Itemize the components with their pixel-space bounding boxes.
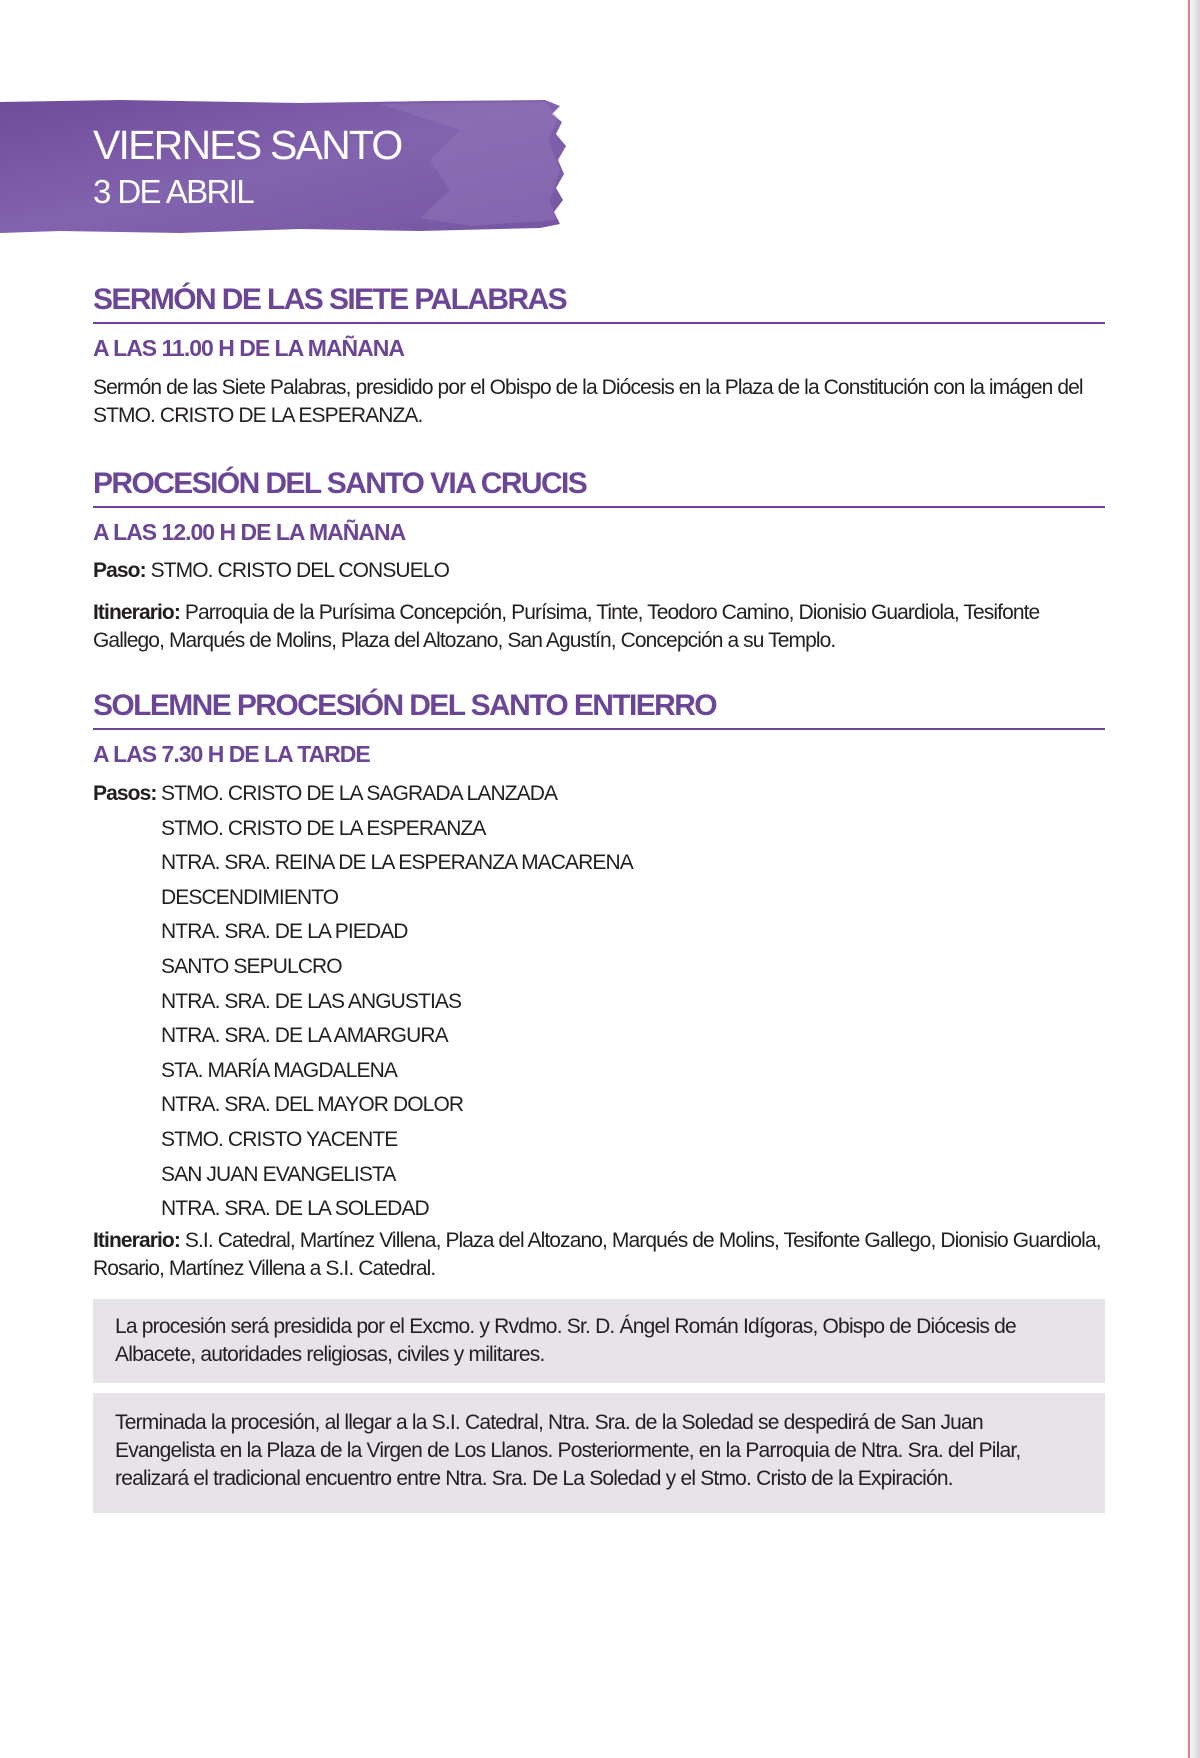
list-item: NTRA. SRA. DE LA PIEDAD bbox=[161, 920, 408, 944]
paso-value: STMO. CRISTO DEL CONSUELO bbox=[150, 559, 450, 582]
section-description: Sermón de las Siete Palabras, presidido por el Obispo de la Diócesis en la Plaza de la Constitución con la imágen del STMO. CRISTO DE LA ESPERANZA. bbox=[93, 376, 1083, 427]
header-date: 3 DE ABRIL bbox=[93, 173, 254, 210]
itinerario-label: Itinerario: bbox=[93, 1228, 180, 1252]
page-edge bbox=[1182, 0, 1200, 1758]
header-title: VIERNES SANTO bbox=[93, 122, 402, 168]
pasos-list bbox=[93, 777, 1105, 1227]
list-item: STA. MARÍA MAGDALENA bbox=[161, 1058, 397, 1082]
section-sermon bbox=[93, 278, 1105, 430]
list-item: NTRA. SRA. DE LA AMARGURA bbox=[161, 1024, 448, 1048]
section-santo-entierro bbox=[93, 684, 1105, 1513]
list-item: DESCENDIMIENTO bbox=[161, 885, 339, 909]
section-title: SOLEMNE PROCESIÓN DEL SANTO ENTIERRO bbox=[93, 684, 1105, 730]
section-title: PROCESIÓN DEL SANTO VIA CRUCIS bbox=[93, 462, 1105, 508]
itinerario-value: S.I. Catedral, Martínez Villena, Plaza del Altozano, Marqués de Molins, Tesifonte Gallego, Dionisio Guardiola, Rosario, Martínez Villena a S.I. Catedral. bbox=[93, 1228, 1101, 1280]
list-item: NTRA. SRA. REINA DE LA ESPERANZA MACARENA bbox=[161, 851, 633, 875]
paso-line bbox=[93, 557, 1105, 585]
list-item: NTRA. SRA. DE LAS ANGUSTIAS bbox=[161, 989, 462, 1013]
paso-name: STMO. CRISTO DE LA SAGRADA LANZADA bbox=[161, 782, 558, 805]
itinerario-line bbox=[93, 599, 1105, 655]
program-content bbox=[93, 278, 1105, 1513]
section-title: SERMÓN DE LAS SIETE PALABRAS bbox=[93, 278, 1105, 324]
list-item: SANTO SEPULCRO bbox=[161, 954, 342, 978]
itinerario-line bbox=[93, 1227, 1105, 1283]
pasos-label: Pasos: bbox=[93, 782, 157, 805]
list-item bbox=[93, 777, 1105, 812]
paso-label: Paso: bbox=[93, 559, 146, 582]
list-item: STMO. CRISTO YACENTE bbox=[161, 1127, 398, 1151]
section-time: A LAS 7.30 H DE LA TARDE bbox=[93, 741, 370, 767]
list-item: NTRA. SRA. DE LA SOLEDAD bbox=[161, 1197, 429, 1221]
list-item: NTRA. SRA. DEL MAYOR DOLOR bbox=[161, 1093, 464, 1117]
itinerario-label: Itinerario: bbox=[93, 601, 180, 624]
section-via-crucis bbox=[93, 462, 1105, 655]
itinerario-value: Parroquia de la Purísima Concepción, Purísima, Tinte, Teodoro Camino, Dionisio Guardiola, Tesifonte Gallego, Marqués de Molins, Plaza del Altozano, San Agustín, Concepción a su Templo. bbox=[93, 601, 1040, 652]
page-edge-line bbox=[1188, 0, 1190, 1758]
list-item: STMO. CRISTO DE LA ESPERANZA bbox=[161, 816, 486, 840]
section-time: A LAS 11.00 H DE LA MAÑANA bbox=[93, 335, 404, 361]
list-item: SAN JUAN EVANGELISTA bbox=[161, 1162, 396, 1186]
note-box: La procesión será presidida por el Excmo. y Rvdmo. Sr. D. Ángel Román Idígoras, Obispo de Diócesis de Albacete, autoridades religiosas, civiles y militares. bbox=[93, 1299, 1105, 1383]
note-box: Terminada la procesión, al llegar a la S.I. Catedral, Ntra. Sra. de la Soledad se despedirá de San Juan Evangelista en la Plaza de la Virgen de Los Llanos. Posteriormente, en la Parroquia de Ntra. Sra. del Pilar, realizará el tradicional encuentro entre Ntra. Sra. De La Soledad y el Stmo. Cristo de la Expiración. bbox=[93, 1393, 1105, 1513]
section-time: A LAS 12.00 H DE LA MAÑANA bbox=[93, 519, 406, 545]
